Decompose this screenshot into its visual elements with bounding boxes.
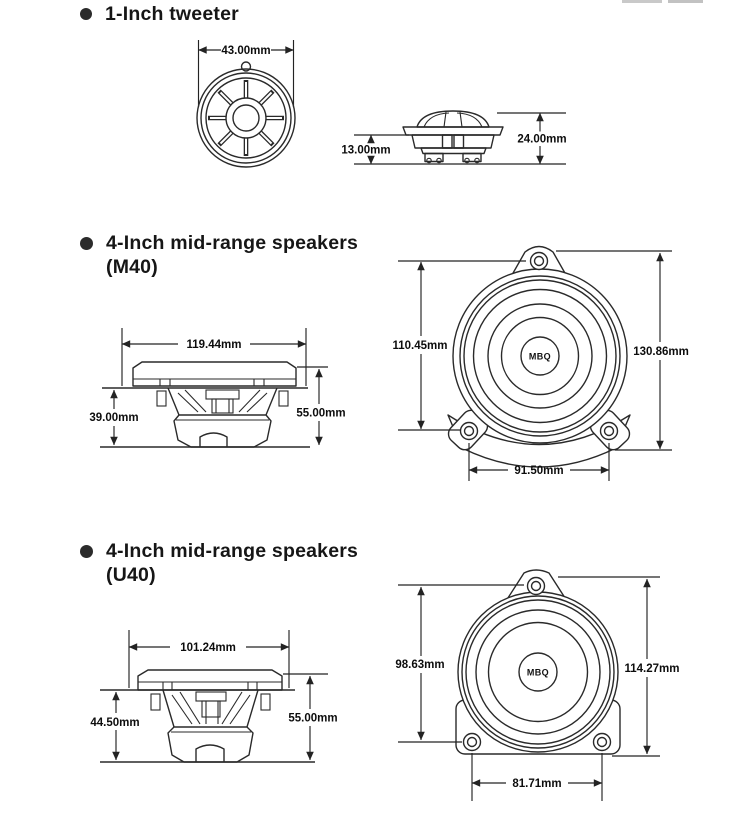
dim-label-u40-total-height: 55.00mm bbox=[288, 712, 338, 725]
heading-m40: 4-Inch mid-range speakers bbox=[106, 232, 359, 254]
m40-side-body bbox=[100, 362, 310, 447]
dim-label-m40-overall-height: 130.86mm bbox=[633, 346, 689, 358]
dim-label-tweeter-diameter: 43.00mm bbox=[221, 45, 271, 57]
dim-label-m40-mount-depth: 39.00mm bbox=[89, 412, 139, 424]
heading-u40: 4-Inch mid-range speakers bbox=[106, 540, 359, 562]
dim-label-u40-mount-depth: 44.50mm bbox=[90, 717, 140, 729]
dim-label-m40-hole-span-horizontal: 91.50mm bbox=[514, 465, 564, 477]
subheading-m40: (M40) bbox=[106, 256, 158, 278]
tweeter-hub bbox=[226, 98, 266, 138]
tweeter-side-body bbox=[403, 111, 503, 163]
tweeter-front-view bbox=[197, 40, 295, 167]
dim-label-m40-hole-span-vertical: 110.45mm bbox=[392, 340, 448, 352]
m40-front-view bbox=[393, 247, 689, 482]
heading-tweeter: 1-Inch tweeter bbox=[105, 3, 239, 25]
dim-label-u40-overall-height: 114.27mm bbox=[624, 663, 680, 675]
u40-front-view bbox=[395, 570, 679, 801]
dim-label-tweeter-total-height: 24.00mm bbox=[517, 133, 567, 146]
dim-label-u40-hole-span-horizontal: 81.71mm bbox=[512, 778, 562, 790]
brand-logo-text: MBQ bbox=[526, 667, 550, 678]
u40-side-view bbox=[90, 630, 337, 762]
dim-label-m40-width: 119.44mm bbox=[186, 339, 242, 351]
dim-label-tweeter-flange-depth: 13.00mm bbox=[341, 144, 391, 157]
tweeter-side-view bbox=[341, 111, 566, 164]
dim-label-u40-hole-span-vertical: 98.63mm bbox=[395, 659, 445, 671]
dim-label-u40-width: 101.24mm bbox=[180, 642, 236, 654]
dim-label-m40-total-height: 55.00mm bbox=[296, 407, 346, 420]
u40-side-body bbox=[100, 670, 315, 762]
brand-logo-text: MBQ bbox=[528, 351, 552, 362]
subheading-u40: (U40) bbox=[106, 564, 156, 586]
m40-side-view bbox=[89, 328, 345, 447]
